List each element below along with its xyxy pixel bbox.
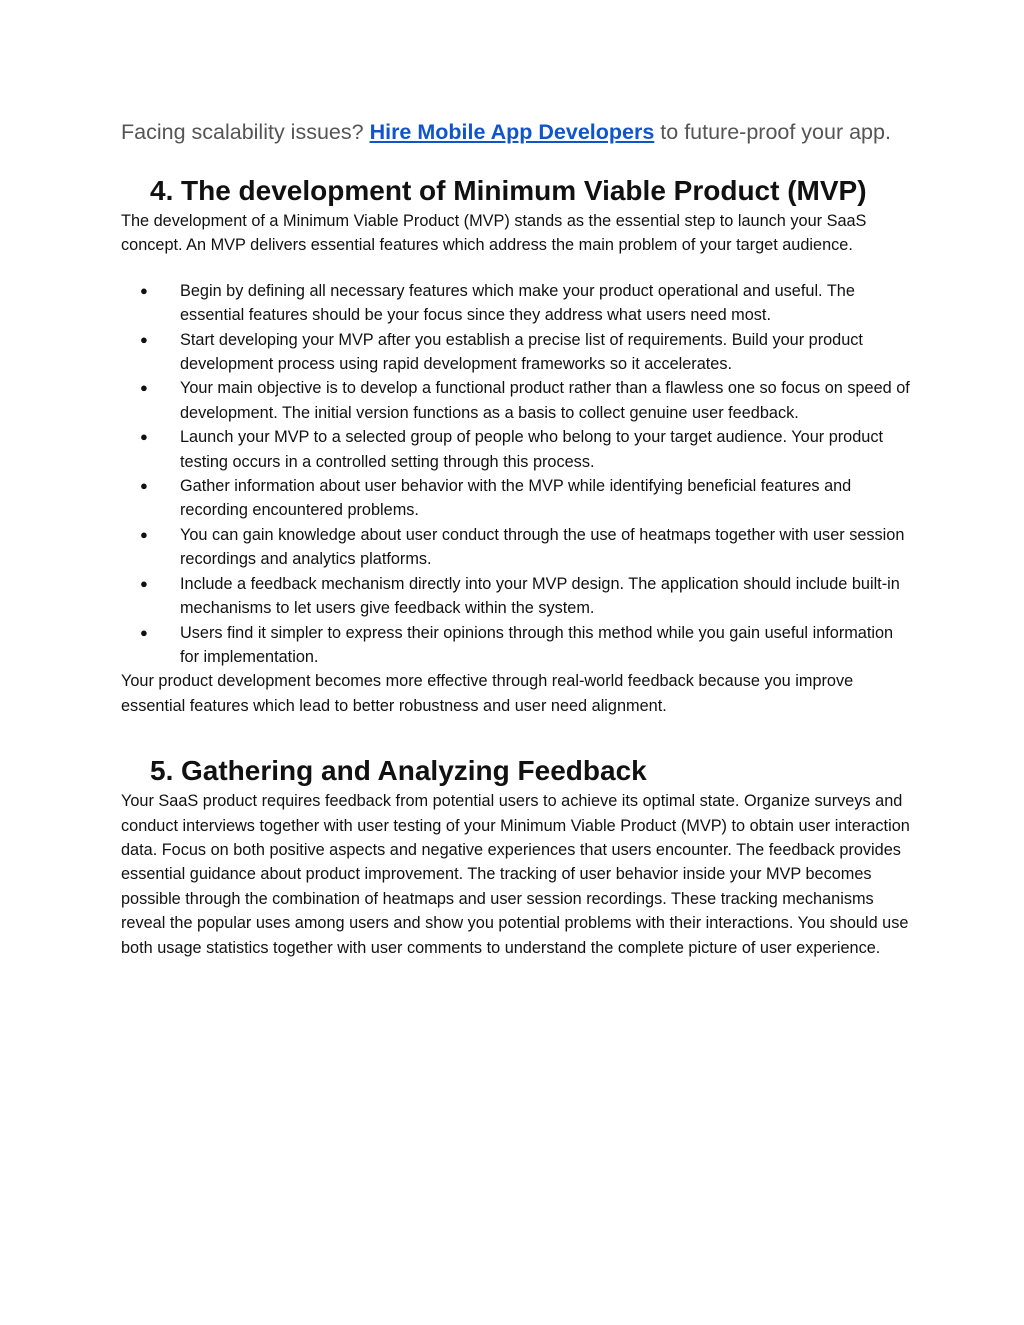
cta-paragraph <box>121 116 911 149</box>
bullet-icon: ● <box>140 380 148 396</box>
list-item <box>121 376 911 425</box>
section-4-intro: The development of a Minimum Viable Product (MVP) stands as the essential step to launch your SaaS concept. An MVP delivers essential features which address the main problem of your target audience. <box>121 212 867 255</box>
list-item <box>121 425 911 474</box>
list-item-text: You can gain knowledge about user conduct through the use of heatmaps together with user session recordings and analytics platforms. <box>180 525 905 569</box>
section-5-heading <box>121 753 911 789</box>
list-item-text: Your main objective is to develop a functional product rather than a flawless one so focus on speed of development. The initial version functions as a basis to collect genuine user feedback. <box>180 379 910 422</box>
bullet-icon: ● <box>140 429 148 445</box>
list-item <box>121 621 911 670</box>
list-item-text: Start developing your MVP after you establish a precise list of requirements. Build your product development process using rapid development frameworks so it accelerates. <box>180 330 863 374</box>
list-item <box>121 572 911 621</box>
list-item <box>121 328 911 377</box>
document-page <box>121 116 911 960</box>
list-item-text: Begin by defining all necessary features which make your product operational and useful. The essential features should be your focus since they address what users need most. <box>180 281 855 325</box>
bullet-icon: ● <box>140 478 148 494</box>
bullet-icon: ● <box>140 282 148 298</box>
cta-prefix: Facing scalability issues? <box>121 120 370 144</box>
section-5-body: Your SaaS product requires feedback from potential users to achieve its optimal state. Organize surveys and conduct interviews together with user testing of your Minimum Viable Product (MVP) to obtain user interaction data. Focus on both positive aspects and negative experiences that users encounter. The feedback provides essential guidance about product improvement. The tracking of user behavior inside your MVP becomes possible through the combination of heatmaps and user session recordings. These tracking mechanisms reveal the popular uses among users and show you potential problems with their interactions. You should use both usage statistics together with user comments to understand the complete picture of user experience. <box>121 792 910 957</box>
list-item-text: Launch your MVP to a selected group of people who belong to your target audience. Your product testing occurs in a controlled setting through this process. <box>180 428 883 471</box>
list-item-text: Gather information about user behavior with the MVP while identifying beneficial features and recording encountered problems. <box>180 477 852 520</box>
section-4-number: 4. <box>150 175 174 206</box>
section-4-title: The development of Minimum Viable Product (MVP) <box>181 175 867 206</box>
bullet-icon: ● <box>140 575 148 591</box>
bullet-icon: ● <box>140 624 148 640</box>
section-5-number: 5. <box>150 755 174 787</box>
list-item-text: Include a feedback mechanism directly into your MVP design. The application should include built-in mechanisms to let users give feedback within the system. <box>180 574 900 618</box>
hire-mobile-app-developers-link[interactable]: Hire Mobile App Developers <box>369 120 655 144</box>
section-4-outro: Your product development becomes more effective through real-world feedback because you improve essential features which lead to better robustness and user need alignment. <box>121 672 854 715</box>
list-item <box>121 523 911 572</box>
list-item-text: Users find it simpler to express their opinions through this method while you gain useful information for implementation. <box>180 623 894 666</box>
bullet-icon: ● <box>140 331 148 347</box>
list-item <box>121 279 911 328</box>
section-5-title: Gathering and Analyzing Feedback <box>181 755 647 787</box>
list-item <box>121 474 911 523</box>
bullet-icon: ● <box>140 526 148 542</box>
cta-suffix: to future-proof your app. <box>654 120 891 144</box>
section-4-heading <box>121 173 911 209</box>
mvp-bullet-list <box>121 279 911 670</box>
